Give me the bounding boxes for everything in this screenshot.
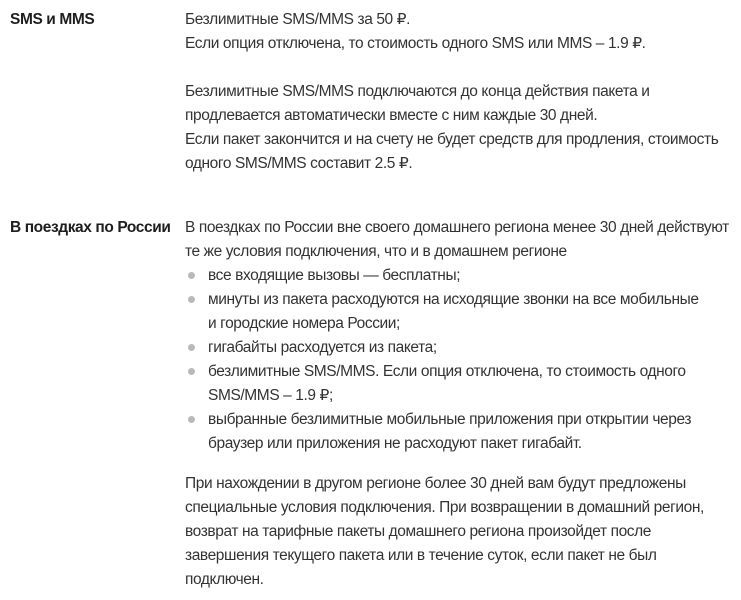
tariff-section-1 (10, 8, 736, 176)
bullet-item: безлимитные SMS/MMS. Если опция отключена, то стоимость одного SMS/MMS – 1.9 ₽; (185, 360, 736, 408)
section-heading: В поездках по России (10, 219, 171, 236)
paragraph: Безлимитные SMS/MMS за 50 ₽. Если опция отключена, то стоимость одного SMS или MMS – 1.9 ₽. (185, 11, 646, 52)
bullet-item: выбранные безлимитные мобильные приложения при открытии через браузер или приложения не расходуют пакет гигабайт. (185, 408, 736, 456)
bullet-item: гигабайты расходуется из пакета; (185, 336, 736, 360)
tariff-section-2 (10, 216, 736, 592)
section-body (185, 216, 736, 592)
tariff-sections-container (10, 8, 736, 592)
bullet-item: все входящие вызовы — бесплатны; (185, 264, 736, 288)
bullet-item: минуты из пакета расходуются на исходящие звонки на все мобильные и городские номера России; (185, 288, 736, 336)
bullet-list (185, 264, 736, 456)
paragraph: Безлимитные SMS/MMS подключаются до конца действия пакета и продлевается автоматически вместе с ним каждые 30 дней. Если пакет закончится и на счету не будет средств для продления, стоимость одного SMS/MMS составит 2.5 ₽. (185, 83, 719, 172)
paragraph: В поездках по России вне своего домашнего региона менее 30 дней действуют те же условия подключения, что и в домашнем регионе (185, 219, 729, 260)
paragraph: При нахождении в другом регионе более 30 дней вам будут предложены специальные условия подключения. При возвращении в домашний регион, возврат на тарифные пакеты домашнего региона произойдет после завершения текущего пакета или в течение суток, если пакет не был подключен. (185, 475, 704, 588)
section-heading: SMS и MMS (10, 11, 95, 28)
section-body (185, 8, 736, 176)
